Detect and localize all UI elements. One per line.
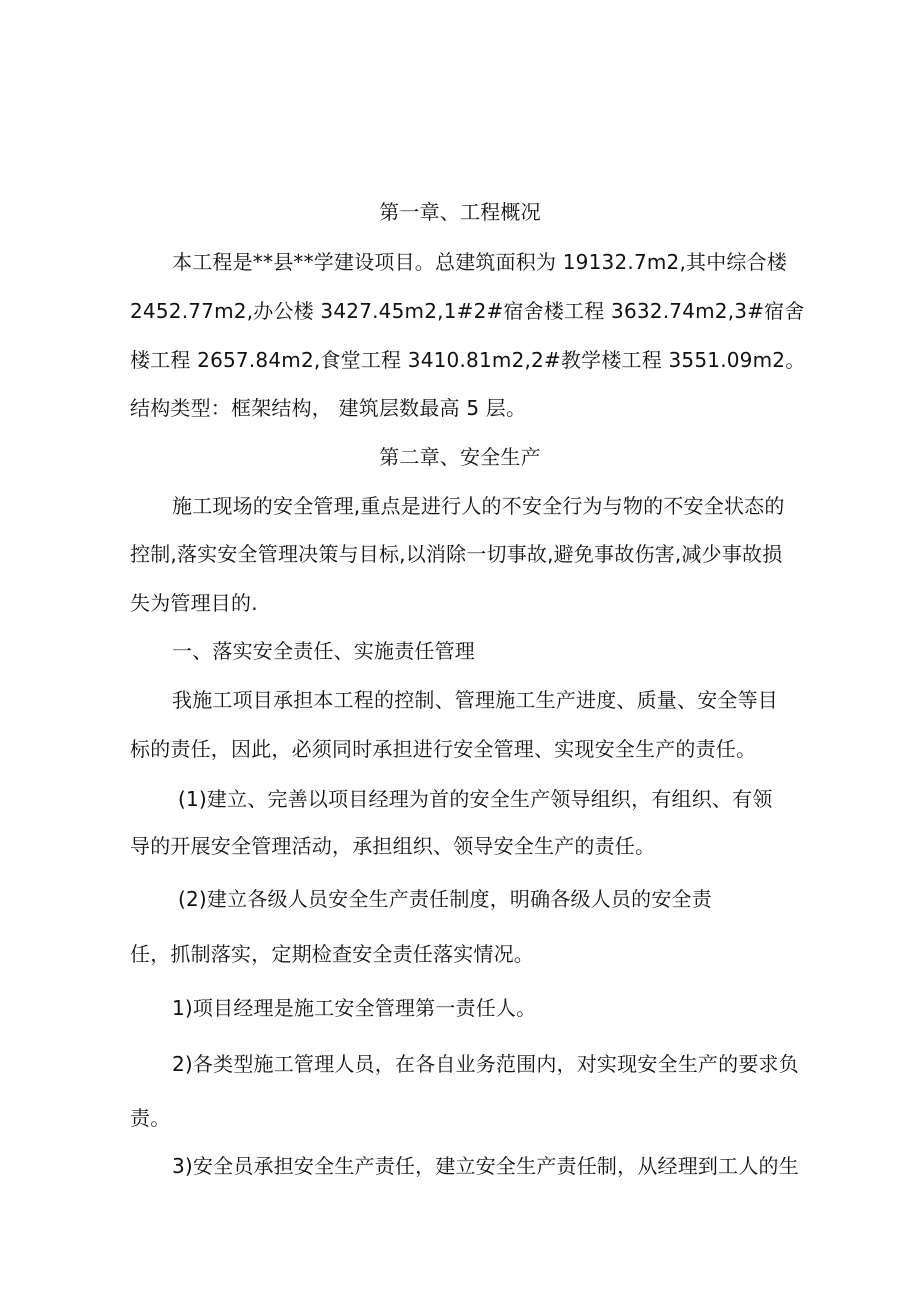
sub-item-2-line-1: 2)各类型施工管理人员，在各自业务范围内，对实现安全生产的要求负 [172, 1052, 799, 1076]
chapter1-heading: 第一章、工程概况 [379, 200, 541, 224]
sub-item-2-line-2: 责。 [130, 1106, 171, 1130]
overview-line-4: 结构类型：框架结构， 建筑层数最高 5 层。 [130, 396, 527, 420]
item1-line-1: (1)建立、完善以项目经理为首的安全生产领导组织，有组织、有领 [178, 787, 773, 811]
section1-line-1: 我施工项目承担本工程的控制、管理施工生产进度、质量、安全等目 [172, 688, 778, 712]
item2-line-1: (2)建立各级人员安全生产责任制度，明确各级人员的安全责 [178, 887, 712, 911]
intro-line-2: 控制,落实安全管理决策与目标,以消除一切事故,避免事故伤害,减少事故损 [130, 542, 783, 566]
sub-item-3-line-1: 3)安全员承担安全生产责任，建立安全生产责任制，从经理到工人的生 [172, 1154, 799, 1178]
intro-line-1: 施工现场的安全管理,重点是进行人的不安全行为与物的不安全状态的 [172, 494, 785, 518]
section1-heading: 一、落实安全责任、实施责任管理 [172, 639, 475, 663]
section1-line-2: 标的责任，因此，必须同时承担进行安全管理、实现安全生产的责任。 [130, 737, 757, 761]
chapter2-heading: 第二章、安全生产 [379, 445, 541, 469]
overview-line-3: 楼工程 2657.84m2,食堂工程 3410.81m2,2#教学楼工程 3551.09m2。 [130, 348, 806, 372]
item2-line-2: 任，抓制落实，定期检查安全责任落实情况。 [130, 942, 534, 966]
overview-line-1: 本工程是**县**学建设项目。总建筑面积为 19132.7m2,其中综合楼 [172, 250, 788, 274]
overview-line-2: 2452.77m2,办公楼 3427.45m2,1#2#宿舍楼工程 3632.74m2,3#宿舍 [130, 299, 805, 323]
sub-item-1: 1)项目经理是施工安全管理第一责任人。 [172, 996, 537, 1020]
item1-line-2: 导的开展安全管理活动，承担组织、领导安全生产的责任。 [130, 834, 656, 858]
intro-line-3: 失为管理目的. [130, 591, 258, 615]
